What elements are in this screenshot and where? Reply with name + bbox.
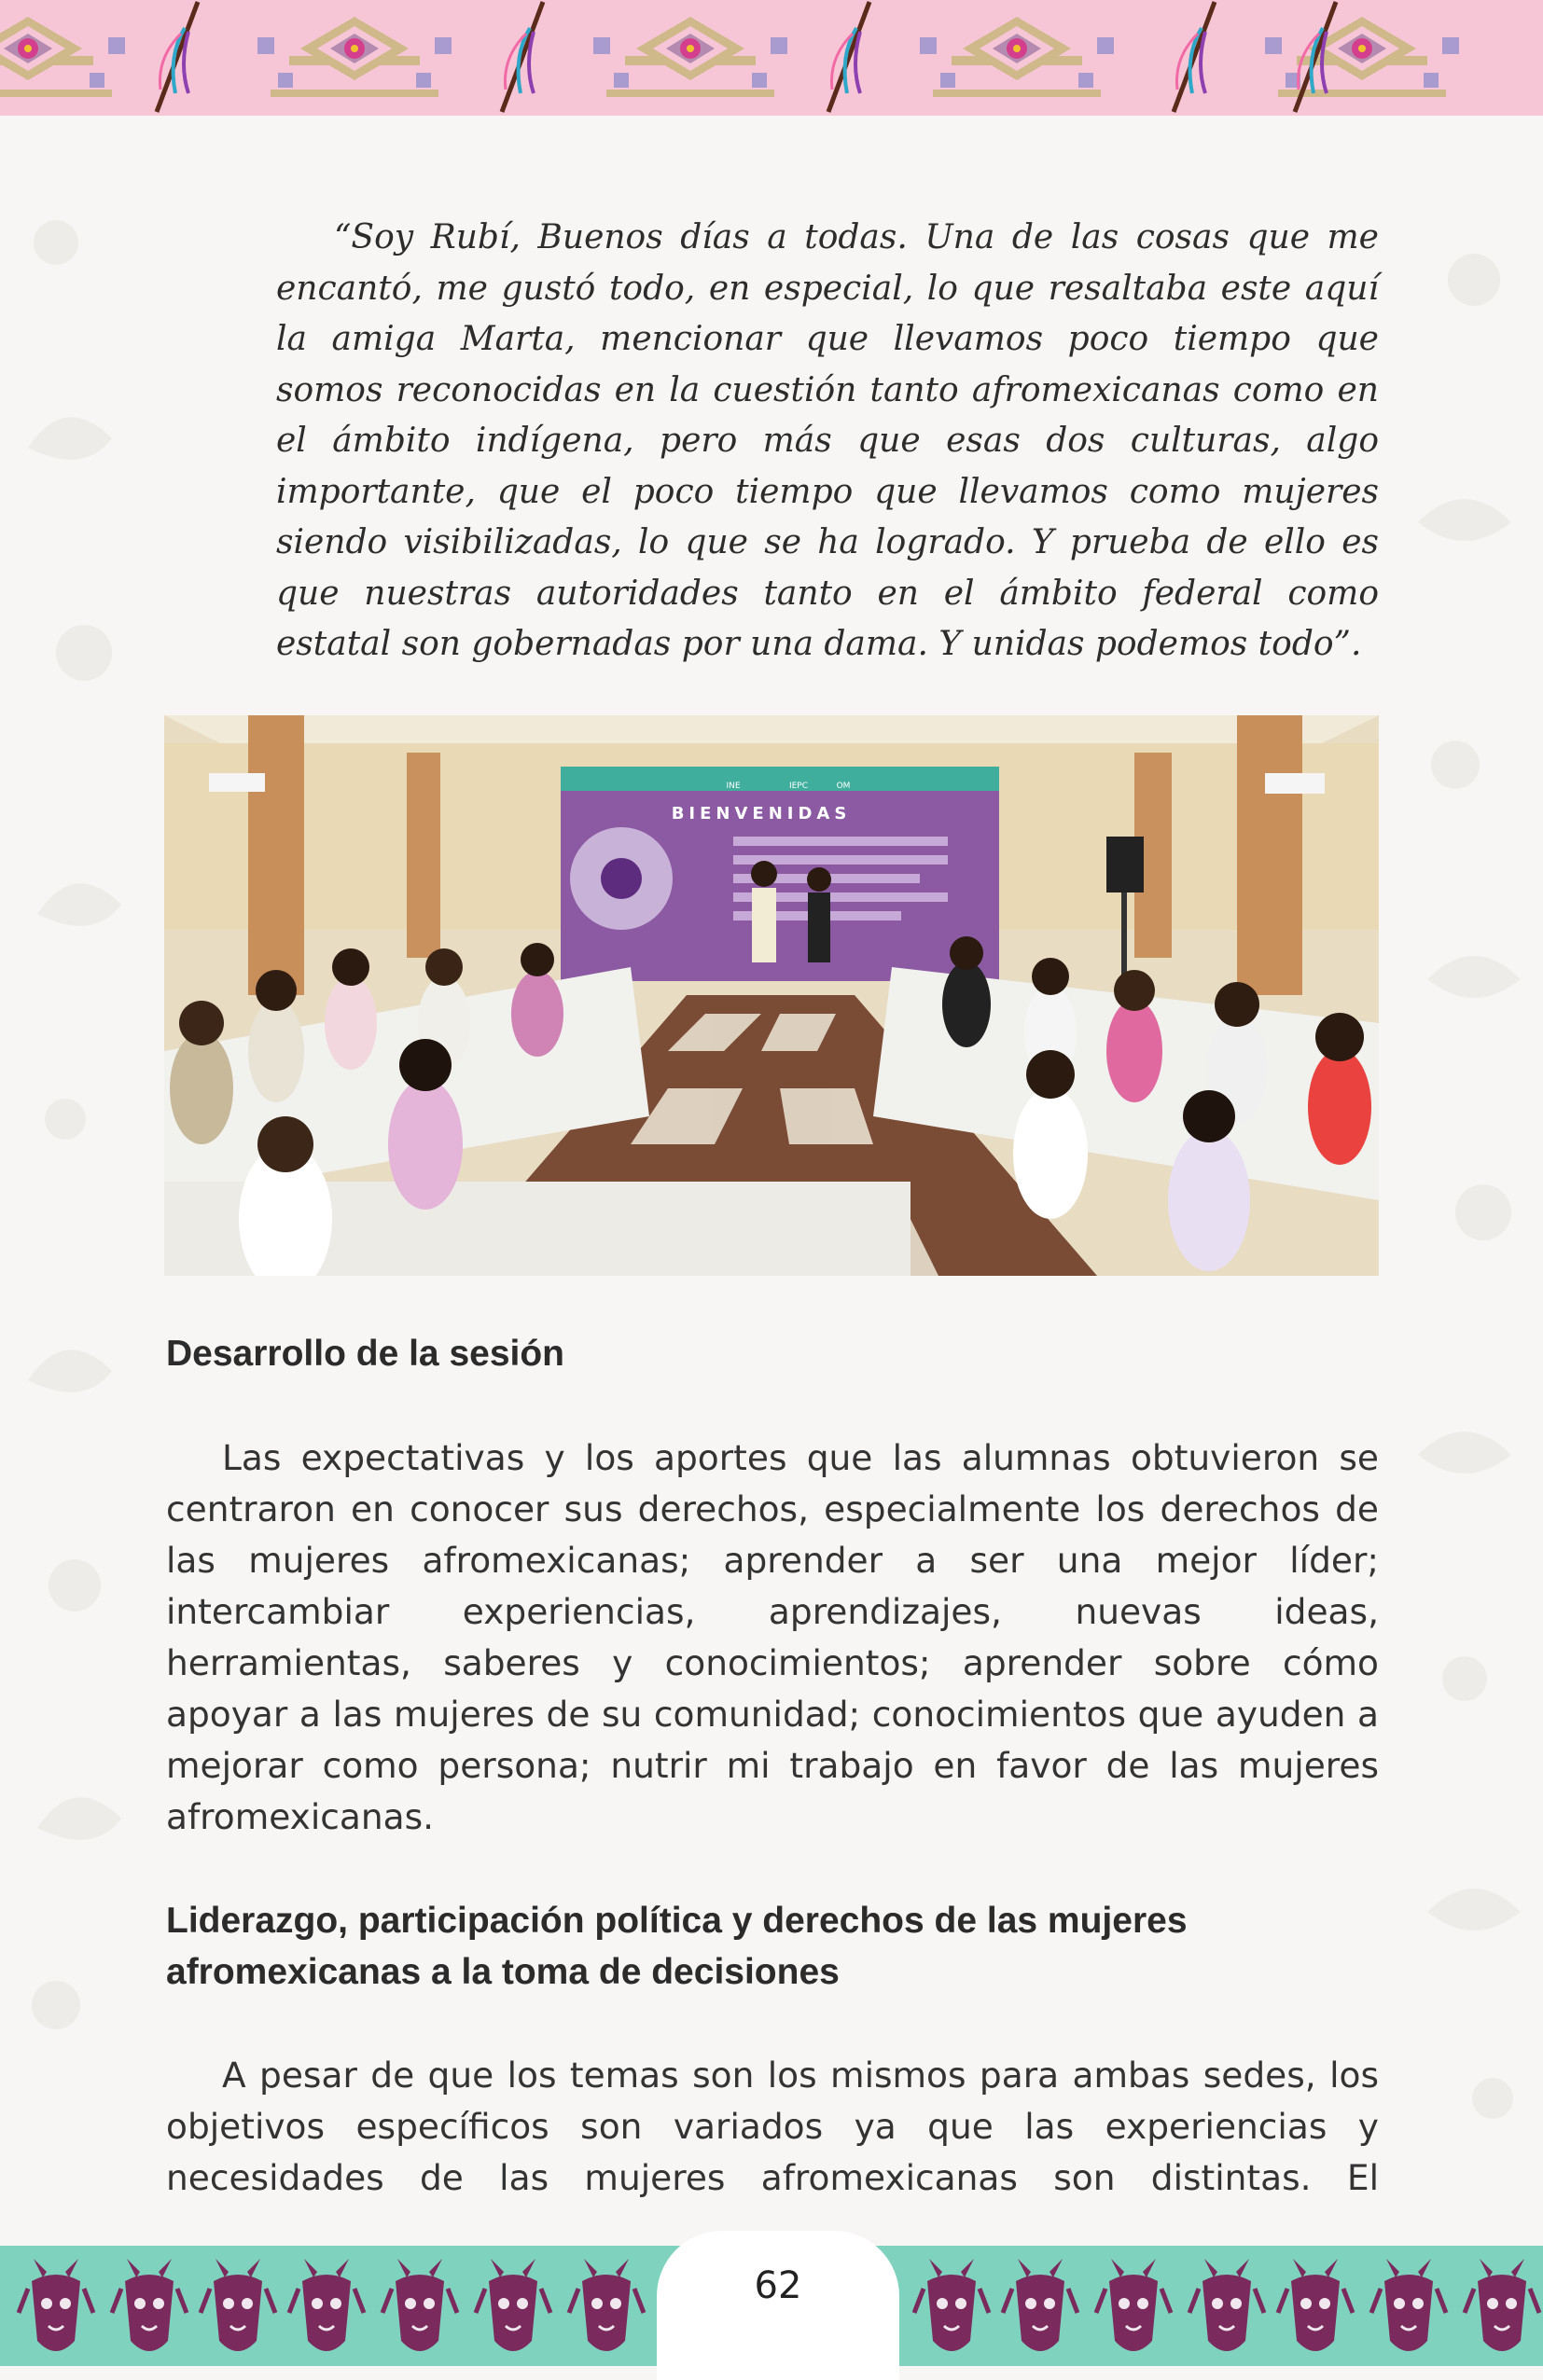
workshop-photo-illustration [164, 715, 1379, 1276]
section-body-liderazgo [166, 2050, 1379, 2204]
paragraph-desarrollo: Las expectativas y los aportes que las alumnas obtuvieron se centraron en conocer sus derechos, especialmente los derechos de las mujeres afromexicanas; aprender a ser una mejor líder; intercambiar experiencias, aprendizajes, nuevas ideas, herramientas, saberes y conocimientos; aprender sobre cómo apoyar a las mujeres de su comunidad; conocimientos que ayuden a mejorar como persona; nutrir mi trabajo en favor de las mujeres afromexicanas. [166, 1437, 1379, 1837]
banner-logo-iepc: IEPC [788, 782, 809, 791]
quote-text: “Soy Rubí, Buenos días a todas. Una de las cosas que me encantó, me gustó todo, en especial, lo que resaltaba este aquí la amiga Marta, mencionar que llevamos poco tiempo que somos reconocidas en la cuestión tanto afromexicanas como en el ámbito indígena, pero más que esas dos culturas, algo importante, que el poco tiempo que llevamos como mujeres siendo visibilizadas, lo que se ha logrado. Y prueba de ello es que nuestras autoridades tanto en el ámbito federal como estatal son gobernadas por una dama. Y unidas podemos todo”. [276, 218, 1379, 663]
banner-logo-ine: INE [726, 782, 741, 791]
section-heading-liderazgo: Liderazgo, participación política y derechos de las mujeres afromexicanas a la toma de decisiones [166, 1901, 1188, 1992]
section-body-desarrollo [166, 1432, 1379, 1843]
banner-logo-om: OM [836, 782, 851, 791]
paragraph-liderazgo: A pesar de que los temas son los mismos para ambas sedes, los objetivos específicos son variados ya que las experiencias y necesidades de las mujeres afromexicanas son distintas. El [166, 2055, 1379, 2198]
workshop-photo [164, 715, 1379, 1276]
banner-title: BIENVENIDAS [671, 804, 852, 823]
banner [561, 767, 999, 981]
page-number: 62 [754, 2264, 802, 2307]
testimonial-quote [276, 213, 1379, 671]
section-heading-desarrollo: Desarrollo de la sesión [166, 1334, 565, 1374]
